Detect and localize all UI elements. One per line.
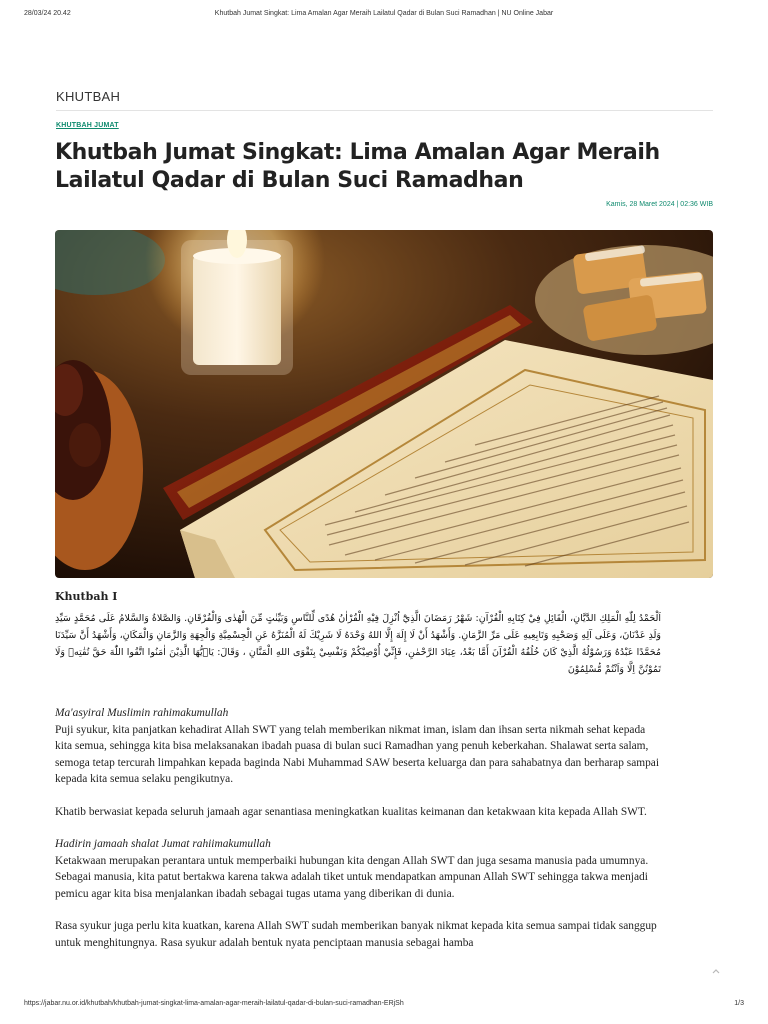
article-body: [55, 705, 661, 967]
paragraph-salutation: Ma'asyiral Muslimin rahimakumullah: [55, 707, 229, 719]
arabic-opening-text: اَلْحَمْدُ لِلّٰهِ الْمَلِكِ الدَّيَّانِ، الْقَائِلِ فِيْ كِتَابِهِ الْقُرْآنِ: شَهْرُ رَمَضَانَ الَّذِيْٓ اُنْزِلَ فِيْهِ الْقُرْاٰنُ هُدًى لِّلنَّاسِ وَبَيِّنٰتٍ مِّنَ الْهُدٰى وَالْفُرْقَانِ. وَالصَّلاةُ وَالسَّلامُ عَلَى مُحَمَّدٍ سَيِّدِ وَلَدِ عَدْنَانَ، وَعَلَى آلِهِ وَصَحْبِهِ وَتَابِعِيهِ عَلَى مَرِّ الزَّمَانِ. وَأَشْهَدُ أَنْ لَا إِلَهَ إِلَّا اللهُ وَحْدَهُ لَا شَرِيْكَ لَهُ الْمُنَزَّهُ عَنِ الْجِسْمِيَّةِ وَالْجِهَةِ وَالزَّمَانِ وَالْمَكَانِ، وَأَشْهَدُ أَنَّ سَيِّدَنَا مُحَمَّدًا عَبْدُهُ وَرَسُوْلُهُ الَّذِيْ كَانَ خُلُقُهُ الْقُرْآنَ أَمَّا بَعْدُ، عِبَادَ الرَّحْمٰنِ، فَإِنِّيْ أُوْصِيْكُمْ وَنَفْسِيْ بِتَقْوَى اللهِ الْمَنَّانِ ، وَقَالَ: يَاۤيُّهَا الَّذِيْنَ اٰمَنُوا اتَّقُوا اللّٰهَ حَقَّ تُقٰتِهٖ وَلَا تَمُوْتُنَّ اِلَّا وَاَنْتُمْ مُّسْلِمُوْنَ: [55, 613, 661, 675]
print-footer: [24, 1000, 744, 1012]
category-link[interactable]: KHUTBAH JUMAT: [56, 122, 119, 129]
chevron-up-icon[interactable]: [709, 966, 723, 980]
paragraph: [55, 705, 661, 788]
print-datetime: 28/03/24 20.42: [24, 10, 71, 17]
paragraph: [55, 918, 661, 951]
paragraph-text: Ketakwaan merupakan perantara untuk memperbaiki hubungan kita dengan Allah SWT dan juga sesama manusia pada umumnya. Sebagai manusia, kita patut bertakwa karena takwa adalah tiket untuk mendapatkan ampunan Allah SWT sehingga takwa menjadi pemicu agar kita bisa menjalankan ibadah sebagai tugas utama yang diberikan di dunia.: [55, 854, 649, 900]
section-heading: KHUTBAH: [56, 89, 713, 111]
print-header: [24, 10, 744, 22]
paragraph: [55, 836, 661, 902]
print-url: https://jabar.nu.or.id/khutbah/khutbah-jumat-singkat-lima-amalan-agar-meraih-lailatul-qadar-di-bulan-suci-ramadhan-ERjSh: [24, 1000, 404, 1007]
article-title: Khutbah Jumat Singkat: Lima Amalan Agar Meraih Lailatul Qadar di Bulan Suci Ramadhan: [55, 140, 660, 193]
paragraph-text: Rasa syukur juga perlu kita kuatkan, karena Allah SWT sudah memberikan banyak nikmat kepada kita semua sampai tidak sanggup untuk menghitungnya. Rasa syukur adalah bentuk nyata penciptaan manusia sebagai hamba: [55, 920, 657, 949]
paragraph: [55, 804, 661, 821]
print-page-indicator: 1/3: [734, 1000, 744, 1007]
khutbah-section-label: Khutbah I: [55, 590, 118, 603]
paragraph-text: Puji syukur, kita panjatkan kehadirat Allah SWT yang telah memberikan nikmat iman, islam dan ihsan serta nikmah sehat kepada kita semua, sehingga kita bisa melaksanakan ibadah puasa di bulan suci Ramadhan yang penuh keberkahan. Shalawat serta salam, semoga tetap tercurah limpahkan kepada baginda Nabi Muhammad SAW beserta keluarga dan para sahabatnya dan berharap sampai kepada kita semua selaku pengikutnya.: [55, 723, 660, 785]
paragraph-salutation: Hadirin jamaah shalat Jumat rahiimakumullah: [55, 838, 271, 850]
hero-image: [55, 230, 713, 578]
print-page-title: Khutbah Jumat Singkat: Lima Amalan Agar Meraih Lailatul Qadar di Bulan Suci Ramadhan | NU Online Jabar: [214, 10, 554, 17]
paragraph-text: Khatib berwasiat kepada seluruh jamaah agar senantiasa meningkatkan kualitas keimanan dan ketakwaan kita kepada Allah SWT.: [55, 805, 647, 818]
article-dateline: Kamis, 28 Maret 2024 | 02:36 WIB: [606, 201, 713, 208]
